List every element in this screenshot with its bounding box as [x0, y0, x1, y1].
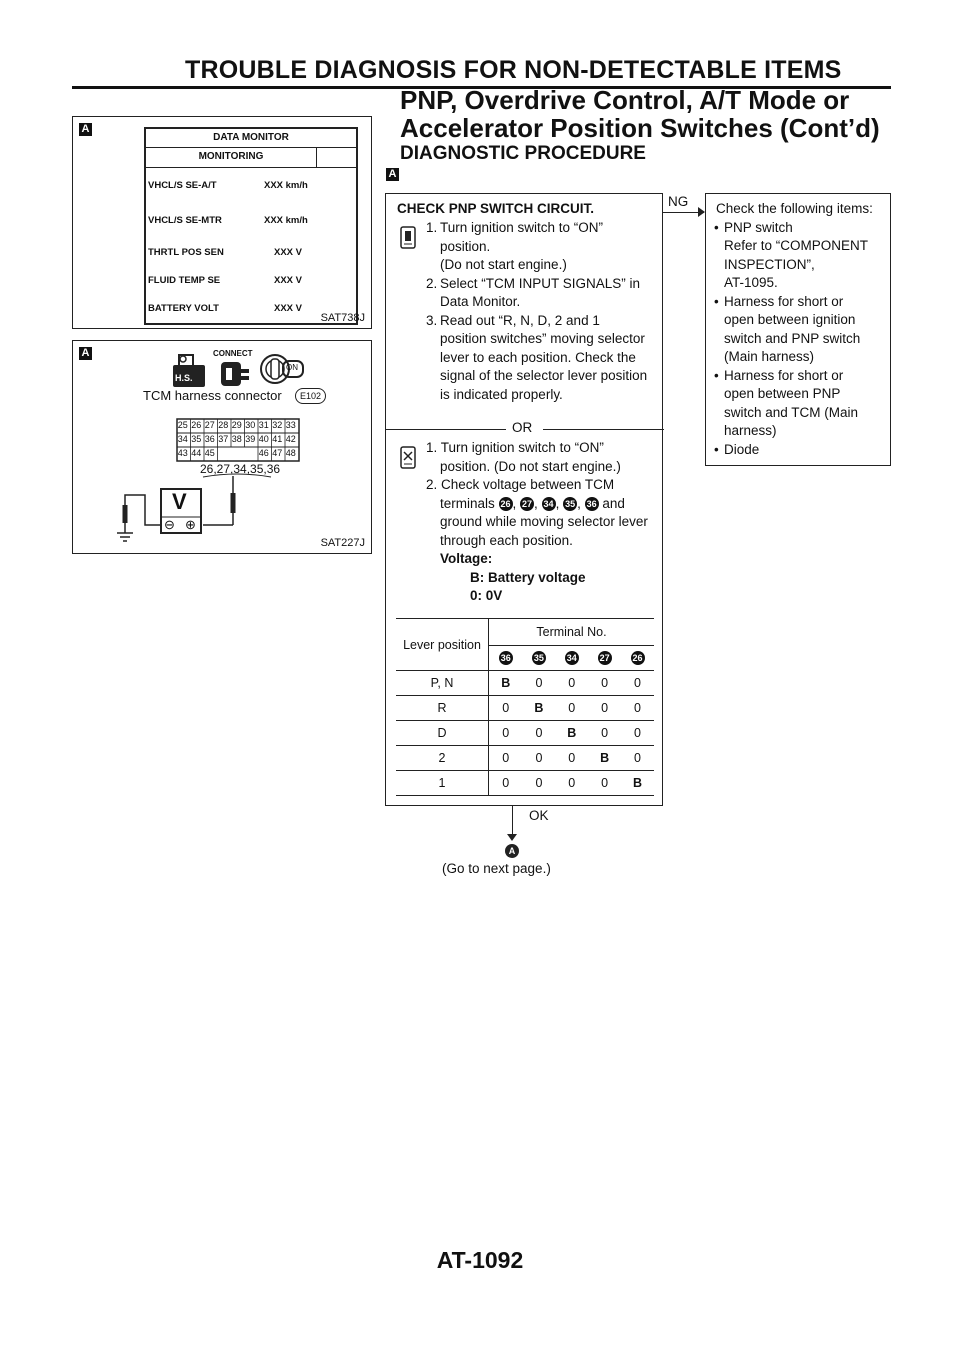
pin-label: 40 [258, 434, 269, 444]
terminal-col [588, 646, 621, 671]
connector-id: E102 [295, 388, 326, 404]
pin-label: 29 [231, 420, 242, 430]
pin-label: 39 [245, 434, 256, 444]
pin-label: 44 [191, 448, 202, 458]
terminal-badge: 26 [632, 653, 643, 664]
ng-item [714, 219, 882, 293]
voltage-b: B: Battery voltage [470, 569, 586, 585]
lever-cell: P, N [396, 671, 489, 696]
terminal-badge: 35 [565, 498, 576, 509]
value-cell: 0 [568, 776, 576, 790]
figure-data-monitor [72, 116, 372, 329]
value-cell: 0 [634, 726, 641, 740]
pin-row-2 [176, 434, 300, 444]
pin-label: 25 [177, 420, 188, 430]
bullet: • [714, 367, 719, 383]
ng-item-line: INSPECTION”, [724, 256, 815, 272]
monitor-row-label: THRTL POS SEN [148, 247, 224, 258]
value-cell: 0 [535, 676, 543, 690]
value-cell: B [567, 726, 577, 740]
page-number: AT-1092 [436, 1247, 524, 1273]
pin-label: 42 [285, 434, 296, 444]
pin-label: 46 [258, 448, 269, 458]
next-page-marker [505, 844, 519, 858]
monitor-row-label: BATTERY VOLT [148, 303, 219, 314]
ng-item-line: Harness for short or [724, 293, 844, 309]
ng-item-line: AT-1095. [724, 275, 778, 290]
pin-row-1 [176, 420, 300, 430]
monitor-row-value: XXX V [274, 275, 302, 286]
terminal-header: Terminal No. [489, 619, 655, 646]
value-cell: 0 [502, 776, 510, 790]
step-b2-suffix: and ground while moving selector lever through each position. [440, 495, 648, 548]
ng-item [714, 441, 882, 460]
page-header-subtitle [400, 86, 880, 142]
meter-label: V [172, 489, 187, 514]
section-title: DIAGNOSTIC PROCEDURE [400, 143, 646, 164]
pin-label: 48 [285, 448, 296, 458]
monitoring-label: MONITORING [198, 151, 264, 162]
data-monitor-screen [144, 127, 358, 325]
lever-cell: 2 [396, 746, 489, 771]
connector-label: TCM harness connector [143, 388, 282, 403]
value-cell: 0 [601, 776, 609, 790]
ng-item-line: Refer to “COMPONENT [724, 238, 869, 253]
ng-item-line: switch and TCM (Main [724, 404, 859, 420]
value-cell: B [501, 676, 511, 690]
monitor-row-value: XXX V [274, 247, 302, 258]
ng-lead: Check the following items: [716, 201, 873, 216]
or-label: OR [512, 420, 533, 435]
terminal-list-label: 26,27,34,35,36 [200, 462, 281, 476]
lever-position-table [396, 618, 654, 796]
subtitle-line-2: Accelerator Position Switches (Cont’d) [400, 113, 880, 143]
value-cell: B [534, 701, 544, 715]
or-divider-right [543, 429, 664, 430]
monitor-row-label: FLUID TEMP SE [148, 275, 221, 286]
ng-item-line: Harness for short or [724, 367, 844, 383]
meter-plus-terminal: ⊕ [185, 517, 196, 532]
terminal-col [555, 646, 588, 671]
pin-label: 26 [191, 420, 202, 430]
ng-item-line: harness) [724, 423, 777, 438]
terminal-col [523, 646, 556, 671]
monitoring-box-divider [316, 147, 317, 167]
terminal-badge: 36 [586, 498, 597, 509]
value-cell: 0 [601, 701, 609, 715]
terminal-badge: 26 [500, 498, 511, 509]
step-text: (Do not start engine.) [440, 257, 567, 272]
figure-code: SAT227J [320, 537, 365, 549]
pin-label: 35 [191, 434, 202, 444]
pin-label: 37 [218, 434, 229, 444]
table-row [396, 671, 654, 696]
on-label: ON [286, 363, 298, 372]
lever-cell: R [396, 696, 489, 721]
or-divider-left [386, 429, 506, 430]
monitor-row-value: XXX km/h [264, 215, 308, 226]
monitoring-divider [146, 167, 356, 168]
terminal-badge: 27 [599, 653, 610, 664]
step-a1 [426, 219, 658, 404]
pin-label: 33 [285, 420, 296, 430]
pin-label: 47 [272, 448, 283, 458]
ng-item-line: Diode [724, 441, 760, 457]
value-cell: 0 [568, 701, 576, 715]
ng-item-line: open between PNP [724, 386, 841, 401]
value-cell: 0 [601, 726, 609, 740]
monitor-row-value: XXX km/h [264, 180, 308, 191]
connect-label: CONNECT [213, 349, 253, 358]
terminal-col [621, 646, 654, 671]
step-b2: 2. Check voltage between TCM terminals 26 , 27 , 34 , 35 , 36 and ground while moving selector lever through each position. [426, 477, 648, 548]
harness-side-icon [171, 351, 207, 389]
check-title: CHECK PNP SWITCH CIRCUIT. [397, 201, 595, 216]
figure-marker: A [79, 347, 92, 360]
ng-item-line: PNP switch [724, 219, 793, 235]
ng-item [714, 293, 882, 367]
terminal-badge: 35 [533, 653, 544, 664]
pin-label: 36 [204, 434, 215, 444]
value-cell: 0 [535, 776, 543, 790]
figure-marker: A [79, 123, 92, 136]
pin-label: 45 [204, 448, 215, 458]
bullet: • [714, 293, 719, 309]
pin-row-3 [176, 448, 300, 458]
data-monitor-title: DATA MONITOR [213, 132, 289, 143]
voltmeter-circuit [113, 473, 313, 550]
step-text: Read out “R, N, D, 2 and 1 position switches” moving selector lever to each position. Check the signal of the selector lever position is indicated properly. [440, 312, 648, 402]
voltage-0: 0: 0V [470, 588, 503, 603]
pin-label: 31 [258, 420, 269, 430]
ng-item-line: open between ignition [724, 312, 856, 327]
ng-check-items-box [705, 193, 891, 466]
step-b2-prefix: 2. Check voltage between TCM terminals [426, 477, 615, 511]
step-number: 1. [426, 220, 438, 235]
step-b [426, 439, 658, 606]
pin-label: 38 [231, 434, 242, 444]
step-number: 2. [426, 275, 438, 291]
check-pnp-switch-box [385, 193, 663, 806]
pin-label: 28 [218, 420, 229, 430]
bullet: • [714, 441, 719, 457]
monitor-row-value: XXX V [274, 303, 302, 314]
value-cell: 0 [535, 751, 543, 765]
pin-gap [217, 448, 258, 458]
value-cell: 0 [634, 701, 641, 715]
terminal-badge: 36 [500, 653, 511, 664]
ok-arrow-icon [507, 834, 517, 841]
consult-tool-icon [398, 224, 418, 255]
step-number: 3. [426, 312, 438, 328]
hs-label: H.S. [175, 373, 193, 383]
pin-label: 27 [204, 420, 215, 430]
value-cell: 0 [535, 726, 543, 740]
ng-label: NG [668, 194, 689, 209]
step-text: Turn ignition switch to “ON” position. [440, 220, 604, 254]
ng-item-line: (Main harness) [724, 349, 815, 364]
value-cell: B [633, 776, 643, 790]
pin-label: 43 [177, 448, 188, 458]
meter-minus-terminal: ⊖ [164, 517, 175, 532]
value-cell: 0 [568, 751, 576, 765]
step-number [426, 256, 440, 275]
table-row [396, 746, 654, 771]
terminal-badge: 27 [522, 498, 533, 509]
ng-item [714, 367, 882, 441]
page-header-title: TROUBLE DIAGNOSIS FOR NON-DETECTABLE ITEMS [185, 56, 842, 84]
pin-grid [176, 418, 300, 467]
step-b1: 1. Turn ignition switch to “ON” position. (Do not start engine.) [426, 440, 621, 474]
circuit-tester-icon [398, 444, 418, 475]
table-row [396, 721, 654, 746]
data-monitor-divider [146, 147, 356, 148]
figure-code: SAT738J [320, 312, 365, 324]
terminal-badge: 34 [566, 653, 577, 664]
terminal-col [489, 646, 523, 671]
value-cell: 0 [502, 701, 510, 715]
monitor-row-label: VHCL/S SE-MTR [148, 215, 222, 226]
table-row [396, 771, 654, 796]
lever-header: Lever position [396, 619, 489, 671]
bullet: • [714, 219, 719, 235]
value-cell: 0 [502, 726, 510, 740]
value-cell: 0 [502, 751, 510, 765]
ng-item-line: switch and PNP switch [724, 330, 861, 346]
step-text: Select “TCM INPUT SIGNALS” in Data Monitor. [440, 275, 641, 309]
next-marker-letter: A [508, 846, 516, 856]
pin-label: 34 [177, 434, 188, 444]
lever-cell: 1 [396, 771, 489, 796]
voltage-label: Voltage: [440, 551, 493, 566]
next-page-text: (Go to next page.) [442, 861, 551, 876]
value-cell: 0 [634, 676, 641, 690]
figure-tcm-connector [72, 340, 372, 554]
table-row [396, 696, 654, 721]
ng-arrow-icon [698, 207, 705, 217]
pin-label: 41 [272, 434, 283, 444]
terminal-badge: 34 [543, 498, 554, 509]
value-cell: 0 [634, 751, 641, 765]
ok-label: OK [529, 808, 549, 823]
value-cell: B [600, 751, 610, 765]
pin-label: 32 [272, 420, 283, 430]
pin-label: 30 [245, 420, 256, 430]
lever-cell: D [396, 721, 489, 746]
section-marker: A [386, 168, 399, 181]
subtitle-line-1: PNP, Overdrive Control, A/T Mode or [400, 85, 850, 115]
value-cell: 0 [568, 676, 576, 690]
monitor-row-label: VHCL/S SE-A/T [148, 180, 217, 191]
value-cell: 0 [601, 676, 609, 690]
